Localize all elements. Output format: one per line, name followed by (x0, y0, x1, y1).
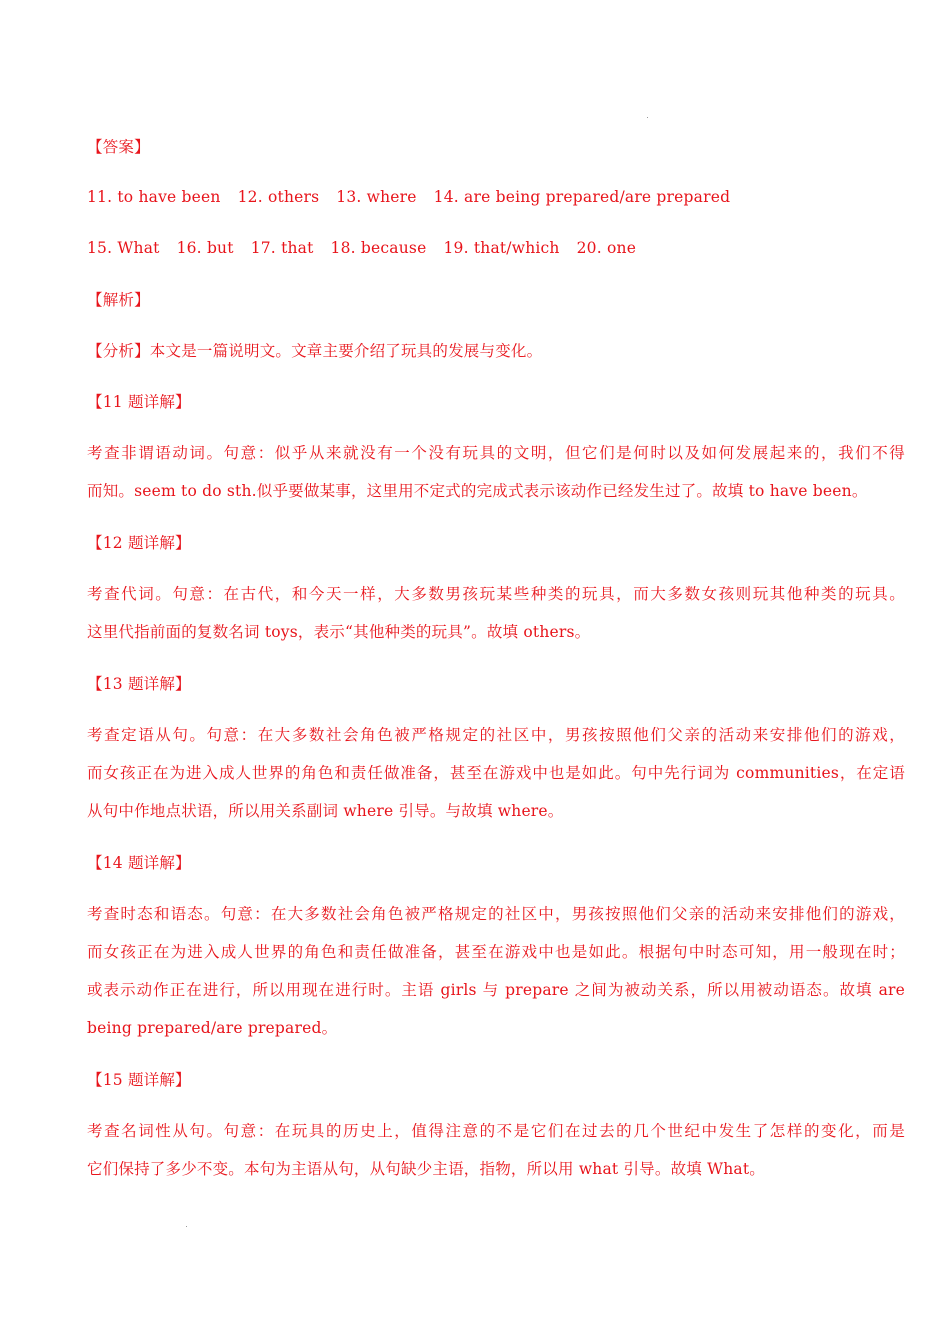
answer-15: 15. What (87, 239, 160, 257)
answer-heading: 【答案】 (87, 138, 150, 156)
q12-explanation-line-2: 这里代指前面的复数名词 toys，表示“其他种类的玩具”。故填 others。 (87, 623, 591, 641)
analysis-heading: 【解析】 (87, 291, 150, 309)
answer-13: 13. where (336, 188, 417, 206)
q15-explanation-line-2: 它们保持了多少不变。本句为主语从句，从句缺少主语，指物，所以用 what 引导。故填 What。 (87, 1160, 765, 1178)
scan-speck-bottom (186, 1226, 187, 1227)
q14-explanation-line-1: 考查时态和语态。句意：在大多数社会角色被严格规定的社区中，男孩按照他们父亲的活动来安排他们的游戏， (87, 905, 905, 923)
answer-12: 12. others (237, 188, 320, 206)
q15-explanation-line-1: 考查名词性从句。句意：在玩具的历史上，值得注意的不是它们在过去的几个世纪中发生了怎样的变化，而是 (87, 1122, 905, 1140)
q14-explanation-line-3: 或表示动作正在进行，所以用现在进行时。主语 girls 与 prepare 之间为被动关系，所以用被动语态。故填 are (87, 981, 905, 999)
answers-row-1 (87, 187, 730, 207)
q14-explanation-line-2: 而女孩正在为进入成人世界的角色和责任做准备，甚至在游戏中也是如此。根据句中时态可知，用一般现在时； (87, 943, 905, 961)
q14-explanation-line-4: being prepared/are prepared。 (87, 1019, 338, 1037)
answer-18: 18. because (330, 239, 427, 257)
answers-row-2 (87, 238, 636, 258)
q13-explanation-line-1: 考查定语从句。句意：在大多数社会角色被严格规定的社区中，男孩按照他们父亲的活动来安排他们的游戏， (87, 726, 905, 744)
answer-16: 16. but (176, 239, 234, 257)
passage-summary: 【分析】本文是一篇说明文。文章主要介绍了玩具的发展与变化。 (87, 342, 543, 360)
answer-20: 20. one (576, 239, 637, 257)
q15-heading: 【15 题详解】 (87, 1071, 191, 1089)
q14-heading: 【14 题详解】 (87, 854, 191, 872)
answer-14: 14. are being prepared/are prepared (433, 188, 731, 206)
q11-heading: 【11 题详解】 (87, 393, 191, 411)
answer-17: 17. that (250, 239, 314, 257)
answer-11: 11. to have been (87, 188, 221, 206)
q11-explanation-line-1: 考查非谓语动词。句意：似乎从来就没有一个没有玩具的文明，但它们是何时以及如何发展起来的，我们不得 (87, 444, 905, 462)
q13-explanation-line-2: 而女孩正在为进入成人世界的角色和责任做准备，甚至在游戏中也是如此。句中先行词为 communities，在定语 (87, 764, 905, 782)
answer-19: 19. that/which (443, 239, 560, 257)
q12-heading: 【12 题详解】 (87, 534, 191, 552)
q13-heading: 【13 题详解】 (87, 675, 191, 693)
scan-speck-top (647, 117, 648, 118)
q11-explanation-line-2: 而知。seem to do sth.似乎要做某事，这里用不定式的完成式表示该动作已经发生过了。故填 to have been。 (87, 482, 868, 500)
q12-explanation-line-1: 考查代词。句意：在古代，和今天一样，大多数男孩玩某些种类的玩具，而大多数女孩则玩其他种类的玩具。 (87, 585, 905, 603)
q13-explanation-line-3: 从句中作地点状语，所以用关系副词 where 引导。与故填 where。 (87, 802, 564, 820)
